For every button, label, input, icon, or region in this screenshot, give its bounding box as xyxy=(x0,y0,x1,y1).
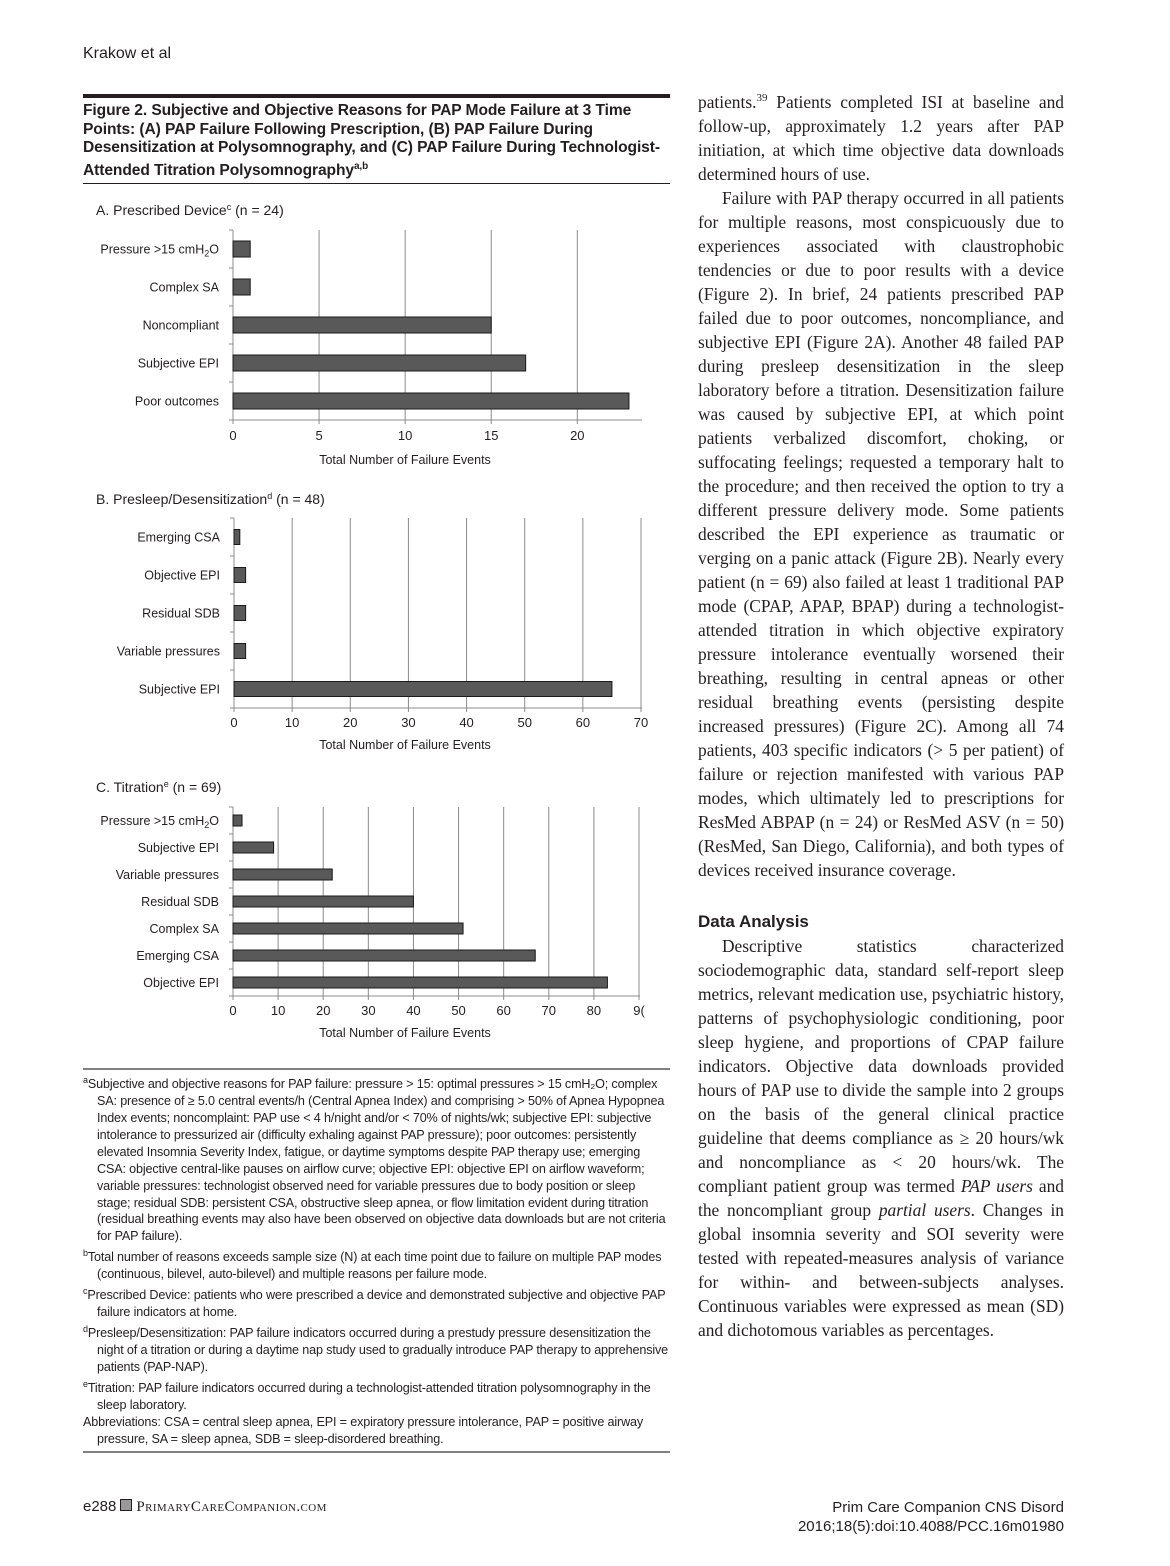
figure-title-sup: a,b xyxy=(353,160,369,172)
x-tick-label: 30 xyxy=(401,715,416,730)
footnote-text: Titration: PAP failure indicators occurred during a technologist-attended titration polysomnography in the sleep laboratory. xyxy=(87,1381,651,1413)
figure-footnotes xyxy=(83,1068,670,1453)
category-label: Emerging CSA xyxy=(136,949,219,963)
bar xyxy=(233,923,463,934)
reference-superscript: 39 xyxy=(756,92,768,105)
category-label: Noncompliant xyxy=(142,318,219,333)
citation-doi: 2016;18(5):doi:10.4088/PCC.16m01980 xyxy=(797,1518,1064,1535)
x-tick-label: 20 xyxy=(315,1003,331,1018)
text: patients. xyxy=(698,92,757,112)
bar xyxy=(233,950,535,961)
x-tick-label: 20 xyxy=(570,428,585,443)
category-label: Subjective EPI xyxy=(138,682,220,697)
category-label: Objective EPI xyxy=(144,568,220,583)
x-tick-label: 40 xyxy=(406,1003,421,1018)
category-label: Variable pressures xyxy=(116,644,220,659)
x-axis-label: Total Number of Failure Events xyxy=(319,1026,491,1040)
category-label: Complex SA xyxy=(149,922,219,936)
category-label: Subjective EPI xyxy=(137,356,219,371)
footnote-mark: d xyxy=(83,1324,88,1335)
footnote-text: Total number of reasons exceeds sample size (N) at each time point due to failure on multiple PAP modes (continuous, bilevel, auto-bilevel) and multiple reasons per failure mode. xyxy=(87,1250,662,1282)
bar xyxy=(233,317,491,333)
bar xyxy=(233,869,332,880)
x-tick-label: 30 xyxy=(361,1003,376,1018)
bar xyxy=(233,977,607,988)
category-label: Complex SA xyxy=(149,280,219,295)
chart-panel-a xyxy=(96,202,642,467)
footnote xyxy=(83,1376,670,1414)
page-footer-left xyxy=(83,1498,327,1516)
footnote-mark: e xyxy=(83,1379,88,1390)
footnote-list xyxy=(83,1072,670,1448)
text: . Changes in global insomnia severity and SOI severity were tested with repeated-measures analysis of variance for within- and between-subjects analyses. Continuous variables were expressed as mean (SD) and dichotomous variables as percentages. xyxy=(698,1200,1065,1340)
footnote-text: Abbreviations: CSA = central sleep apnea, EPI = expiratory pressure intolerance, PAP = positive airway pressure, SA = sleep apnea, SDB = sleep-disordered breathing. xyxy=(83,1415,644,1447)
x-tick-label: 0 xyxy=(230,715,238,730)
x-tick-label: 10 xyxy=(284,715,300,730)
bar xyxy=(233,393,629,409)
bar xyxy=(233,279,250,295)
x-axis-label: Total Number of Failure Events xyxy=(319,738,491,752)
text: Descriptive statistics characterized sociodemographic data, standard self-report sleep metrics, relevant medication use, psychiatric history, patterns of psychophysiologic conditioning, poor sleep hygiene, and proportions of CPAP failure indicators. Objective data downloads provided hours of PAP use to divide the sample into 2 groups on the basis of the general clinical practice guideline that deems compliance as ≥ 20 hours/wk and noncompliance as < 20 hours/wk. The compliant patient group was termed xyxy=(698,936,1064,1196)
footnote-text: Subjective and objective reasons for PAP failure: pressure > 15: optimal pressures > 15 cmH₂O; complex SA: presence of ≥ 5.0 central events/h (Central Apnea Index) and comprising > 50% of Apnea Hypopnea Index events; noncomplaint: PAP use < 4 h/night and/or < 70% of nights/wk; subjective EPI: subjective intolerance to pressurized air (difficulty exhaling against PAP pressure); poor outcomes: persistently elevated Insomnia Severity Index, fatigue, or daytime symptoms despite PAP therapy use; emerging CSA: objective central-like pauses on airflow curve; objective EPI: objective EPI on airflow waveform; variable pressures: technologist observed need for variable pressures due to body position or sleep stage; residual SDB: persistent CSA, obstructive sleep apnea, or flow limitation evident during titration (residual breathing events may also have been observed on objective data downloads but are not criteria for PAP failure). xyxy=(87,1077,666,1244)
bar xyxy=(233,815,242,826)
x-tick-label: 70 xyxy=(541,1003,557,1018)
x-tick-label: 60 xyxy=(575,715,591,730)
bar xyxy=(233,241,250,257)
category-label: Pressure >15 cmH$_2$O xyxy=(100,242,219,259)
x-tick-label: 0 xyxy=(229,1003,237,1018)
chart-title: B. Presleep/Desensitization$^d$ (n = 48) xyxy=(96,491,325,507)
journal-site-link[interactable]: PrimaryCareCompanion.com xyxy=(136,1499,327,1515)
emphasized-term: partial users xyxy=(878,1200,971,1220)
category-label: Poor outcomes xyxy=(134,394,219,409)
x-tick-label: 50 xyxy=(451,1003,466,1018)
category-label: Subjective EPI xyxy=(137,841,219,855)
x-tick-label: 15 xyxy=(483,428,499,443)
x-tick-label: 70 xyxy=(633,715,649,730)
section-heading: Data Analysis xyxy=(698,912,809,931)
journal-name: Prim Care Companion CNS Disord xyxy=(832,1499,1064,1516)
footnote xyxy=(83,1321,670,1376)
text: Patients completed ISI at baseline and follow-up, approximately 1.2 years after PAP initiation, at which time objective data downloads determined hours of use. xyxy=(698,92,1064,184)
category-label: Emerging CSA xyxy=(137,530,220,545)
paragraph: Failure with PAP therapy occurred in all patients for multiple reasons, most conspicuously due to experiences associated with claustrophobic tendencies or due to poor results with a device (Figure 2). In brief, 24 patients prescribed PAP failed due to poor outcomes, noncompliance, and subjective EPI (Figure 2A). Another 48 failed PAP during presleep desensitization in the sleep laboratory before a titration. Desensitization failure was caused by subjective EPI, at which point patients verbalized discomfort, choking, or suffocating feelings; requested a temporary halt to the procedure; and then received the option to try a different pressure delivery mode. Some patients described the EPI experience as traumatic or verging on a panic attack (Figure 2B). Nearly every patient (n = 69) also failed at least 1 traditional PAP mode (CPAP, APAP, BPAP) during a technologist-attended titration in which objective expiratory pressure intolerance eventually worsened their breathing, resulting in central apneas or other residual breathing events (persisting despite increased pressures) (Figure 2C). Among all 74 patients, 403 specific indicators (> 5 per patient) of failure or rejection manifested with various PAP modes, which ultimately led to prescriptions for ResMed ABPAP (n = 24) or ResMed ASV (n = 50) (ResMed, San Diego, California), and both types of devices received insurance coverage. xyxy=(698,188,1064,880)
x-tick-label: 80 xyxy=(586,1003,602,1018)
x-tick-label: 9( xyxy=(633,1003,645,1018)
x-tick-label: 60 xyxy=(496,1003,511,1018)
page-number: e288 xyxy=(83,1498,117,1515)
footnote xyxy=(83,1283,670,1321)
x-tick-label: 40 xyxy=(459,715,474,730)
chart-title: C. Titration$^e$ (n = 69) xyxy=(96,779,222,795)
bar xyxy=(234,644,246,659)
x-tick-label: 0 xyxy=(229,428,237,443)
emphasized-term: PAP users xyxy=(960,1176,1033,1196)
x-tick-label: 10 xyxy=(397,428,413,443)
paragraph xyxy=(698,90,1064,186)
figure-title-text: Figure 2. Subjective and Objective Reasons for PAP Mode Failure at 3 Time Points: (A) PAP Failure Following Prescription, (B) PAP Failure During Desensitization at Polysomnography, and (C) PAP Failure During Technologist-Attended Titration Polysomnography xyxy=(83,102,660,179)
category-label: Residual SDB xyxy=(142,606,220,621)
bar xyxy=(234,682,612,697)
category-label: Pressure >15 cmH$_2$O xyxy=(100,814,219,830)
figure-charts xyxy=(0,0,700,1060)
category-label: Residual SDB xyxy=(141,895,219,909)
bar xyxy=(234,568,246,583)
footnote-mark: c xyxy=(83,1286,88,1297)
x-tick-label: 50 xyxy=(517,715,532,730)
body-text-column xyxy=(698,90,1064,1342)
bar xyxy=(233,842,274,853)
x-tick-label: 5 xyxy=(315,428,323,443)
category-label: Objective EPI xyxy=(143,976,219,990)
bar xyxy=(233,896,413,907)
running-head: Krakow et al xyxy=(83,45,172,62)
text: and the noncompliant group xyxy=(698,1176,1064,1220)
footnote xyxy=(83,1245,670,1283)
chart-title: A. Prescribed Device$^c$ (n = 24) xyxy=(96,202,284,218)
chart-panel-c xyxy=(96,779,645,1040)
x-tick-label: 20 xyxy=(343,715,358,730)
paragraph xyxy=(698,934,1064,1342)
footnote-text: Prescribed Device: patients who were prescribed a device and demonstrated subjective and objective PAP failure indicators at home. xyxy=(87,1288,666,1320)
bar xyxy=(234,530,240,545)
square-bullet-icon xyxy=(120,1499,132,1511)
x-axis-label: Total Number of Failure Events xyxy=(319,453,491,467)
footnote-text: Presleep/Desensitization: PAP failure indicators occurred during a prestudy pressure desensitization the night of a titration or during a daytime nap study used to gradually introduce PAP therapy to apprehensive patients (PAP-NAP). xyxy=(87,1326,669,1375)
bar xyxy=(233,355,526,371)
footnote xyxy=(83,1414,670,1448)
x-tick-label: 10 xyxy=(270,1003,286,1018)
category-label: Variable pressures xyxy=(115,868,219,882)
footnote xyxy=(83,1072,670,1245)
footnotes-top-rule xyxy=(83,1068,670,1070)
chart-panel-b xyxy=(96,491,648,752)
page-footer-right xyxy=(798,1498,1064,1536)
footnote-mark: b xyxy=(83,1248,88,1259)
bar xyxy=(234,606,246,621)
footnote-mark: a xyxy=(83,1075,88,1085)
footnotes-bottom-rule xyxy=(83,1451,670,1453)
